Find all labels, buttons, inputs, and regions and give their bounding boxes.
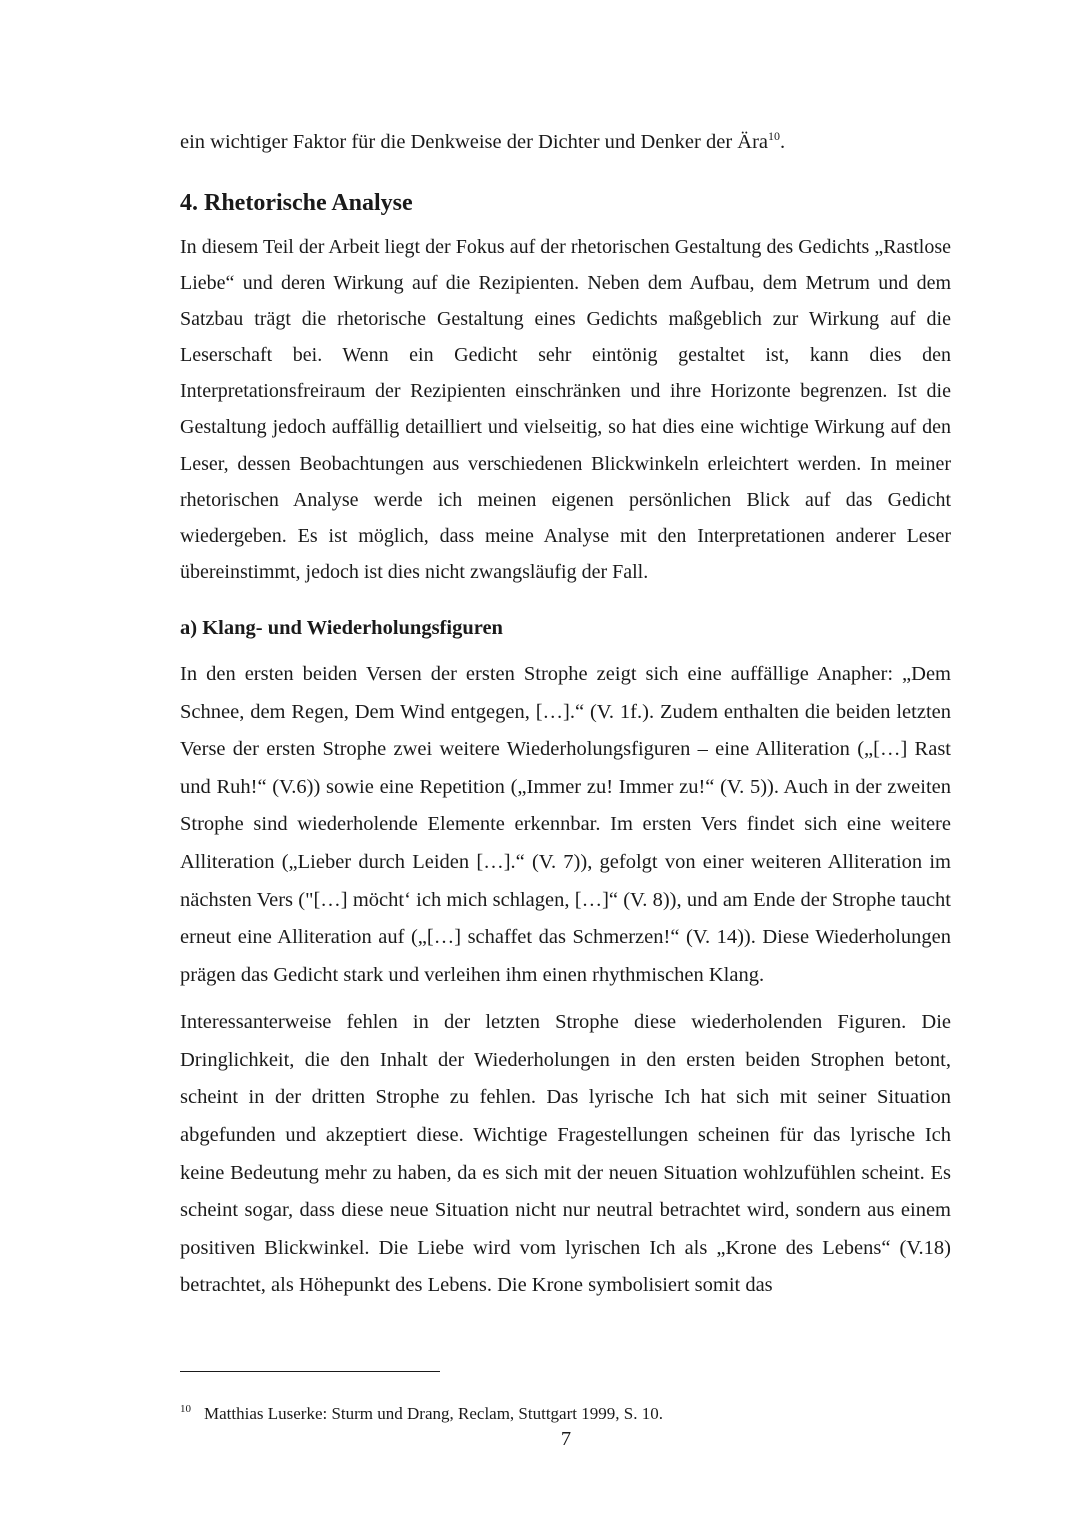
page-body: [180, 124, 951, 1305]
footnote-separator: [180, 1371, 440, 1372]
continued-text-end: .: [780, 131, 786, 153]
continued-text-line: [180, 124, 951, 160]
footnote-text: Matthias Luserke: Sturm und Drang, Reclam, Stuttgart 1999, S. 10.: [204, 1404, 663, 1423]
page-number: 7: [560, 1428, 572, 1450]
footnote-reference: 10: [768, 129, 781, 144]
continued-text: ein wichtiger Faktor für die Denkweise der Dichter und Denker der Ära: [180, 131, 769, 153]
subsection-paragraph-2: Interessanterweise fehlen in der letzten Strophe diese wiederholenden Figuren. Die Dringlichkeit, die den Inhalt der Wiederholungen in den ersten beiden Strophen betont, scheint in der dritten Strophe zu fehlen. Das lyrische Ich hat sich mit seiner Situation abgefunden und akzeptiert diese. Wichtige Fragestellungen scheinen für das lyrische Ich keine Bedeutung mehr zu haben, da es sich mit der neuen Situation wohlzufühlen scheint. Es scheint sogar, dass diese neue Situation nicht nur neutral betrachtet wird, sondern aus einem positiven Blickwinkel. Die Liebe wird vom lyrischen Ich als „Krone des Lebens“ (V.18) betrachtet, als Höhepunkt des Lebens. Die Krone symbolisiert somit das: [180, 1011, 951, 1297]
section-paragraph: In diesem Teil der Arbeit liegt der Fokus auf der rhetorischen Gestaltung des Gedichts „Rastlose Liebe“ und deren Wirkung auf die Rezipienten. Neben dem Aufbau, dem Metrum und dem Satzbau trägt die rhetorische Gestaltung eines Gedichts maßgeblich zur Wirkung auf die Leserschaft bei. Wenn ein Gedicht sehr eintönig gestaltet ist, kann dies den Interpretationsfreiraum der Rezipienten einschränken und ihre Horizonte begrenzen. Ist die Gestaltung jedoch auffällig detailliert und vielseitig, so hat dies eine wichtige Wirkung auf den Leser, dessen Beobachtungen aus verschiedenen Blickwinkeln erleichtert werden. In meiner rhetorischen Analyse werde ich meinen eigenen persönlichen Blick auf das Gedicht wiedergeben. Es ist möglich, dass meine Analyse mit den Interpretationen anderer Leser übereinstimmt, jedoch ist dies nicht zwangsläufig der Fall.: [180, 236, 951, 583]
subsection-paragraph-1: In den ersten beiden Versen der ersten Strophe zeigt sich eine auffällige Anapher: „Dem Schnee, dem Regen, Dem Wind entgegen, […].“ (V. 1f.). Zudem enthalten die beiden letzten Verse der ersten Strophe zwei weitere Wiederholungsfiguren – eine Alliteration („[…] Rast und Ruh!“ (V.6)) sowie eine Repetition („Immer zu! Immer zu!“ (V. 5)). Auch in der zweiten Strophe sind wiederholende Elemente erkennbar. Im ersten Vers findet sich eine weitere Alliteration („Lieber durch Leiden […].“ (V. 7)), gefolgt von einer weiteren Alliteration im nächsten Vers ("[…] möcht‘ ich mich schlagen, […]“ (V. 8)), und am Ende der Strophe taucht erneut eine Alliteration auf („[…] schaffet das Schmerzen!“ (V. 14)). Diese Wiederholungen prägen das Gedicht stark und verleihen ihm einen rhythmischen Klang.: [180, 662, 951, 986]
subsection-heading: a) Klang- und Wiederholungsfiguren: [180, 616, 503, 639]
section-heading: 4. Rhetorische Analyse: [180, 190, 413, 216]
footnote: 10 Matthias Luserke: Sturm und Drang, Reclam, Stuttgart 1999, S. 10.: [180, 1403, 663, 1423]
